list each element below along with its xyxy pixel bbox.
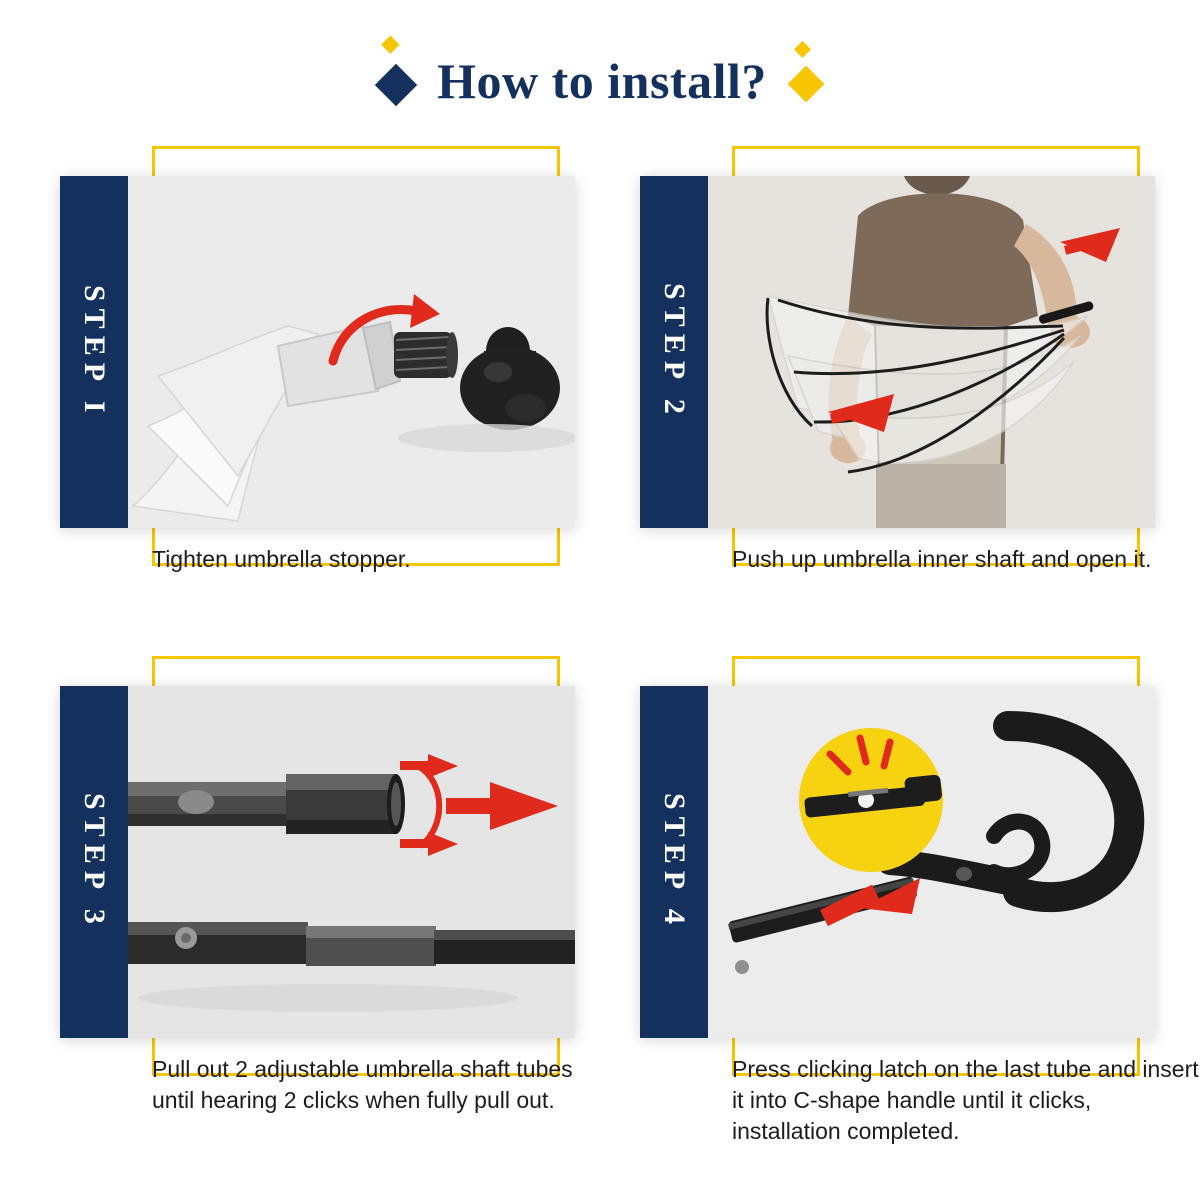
step-image-2 [708, 176, 1155, 528]
step-cell-1 [60, 140, 620, 650]
step-band-label: STEP 4 [658, 793, 691, 931]
step-band-label: STEP 3 [78, 793, 111, 931]
step-cell-4 [640, 650, 1200, 1160]
step-band-2 [640, 176, 708, 528]
step-card-2 [640, 176, 1155, 528]
step-caption-4: Press clicking latch on the last tube and insert it into C-shape handle until it clicks, installation completed. [732, 1056, 1199, 1144]
step-caption-1: Tighten umbrella stopper. [152, 546, 411, 572]
step-band-label: STEP I [78, 284, 111, 420]
step-cell-2 [640, 140, 1200, 650]
step-image-3 [128, 686, 575, 1038]
page-title-text: How to install? [437, 53, 767, 109]
step-band-1 [60, 176, 128, 528]
page-title [0, 52, 1200, 110]
diamond-navy-icon [375, 64, 417, 106]
step-band-4 [640, 686, 708, 1038]
step-image-4 [708, 686, 1155, 1038]
step-band-label: STEP 2 [658, 283, 691, 421]
step-card-1 [60, 176, 575, 528]
step-caption-2: Push up umbrella inner shaft and open it. [732, 546, 1152, 572]
step-image-1 [128, 176, 575, 528]
step-band-3 [60, 686, 128, 1038]
step-caption-3: Pull out 2 adjustable umbrella shaft tubes until hearing 2 clicks when fully pull out. [152, 1056, 573, 1113]
diamond-yellow-icon [787, 66, 824, 103]
step-card-4 [640, 686, 1155, 1038]
step-card-3 [60, 686, 575, 1038]
step-cell-3 [60, 650, 620, 1160]
steps-grid [0, 140, 1200, 1160]
